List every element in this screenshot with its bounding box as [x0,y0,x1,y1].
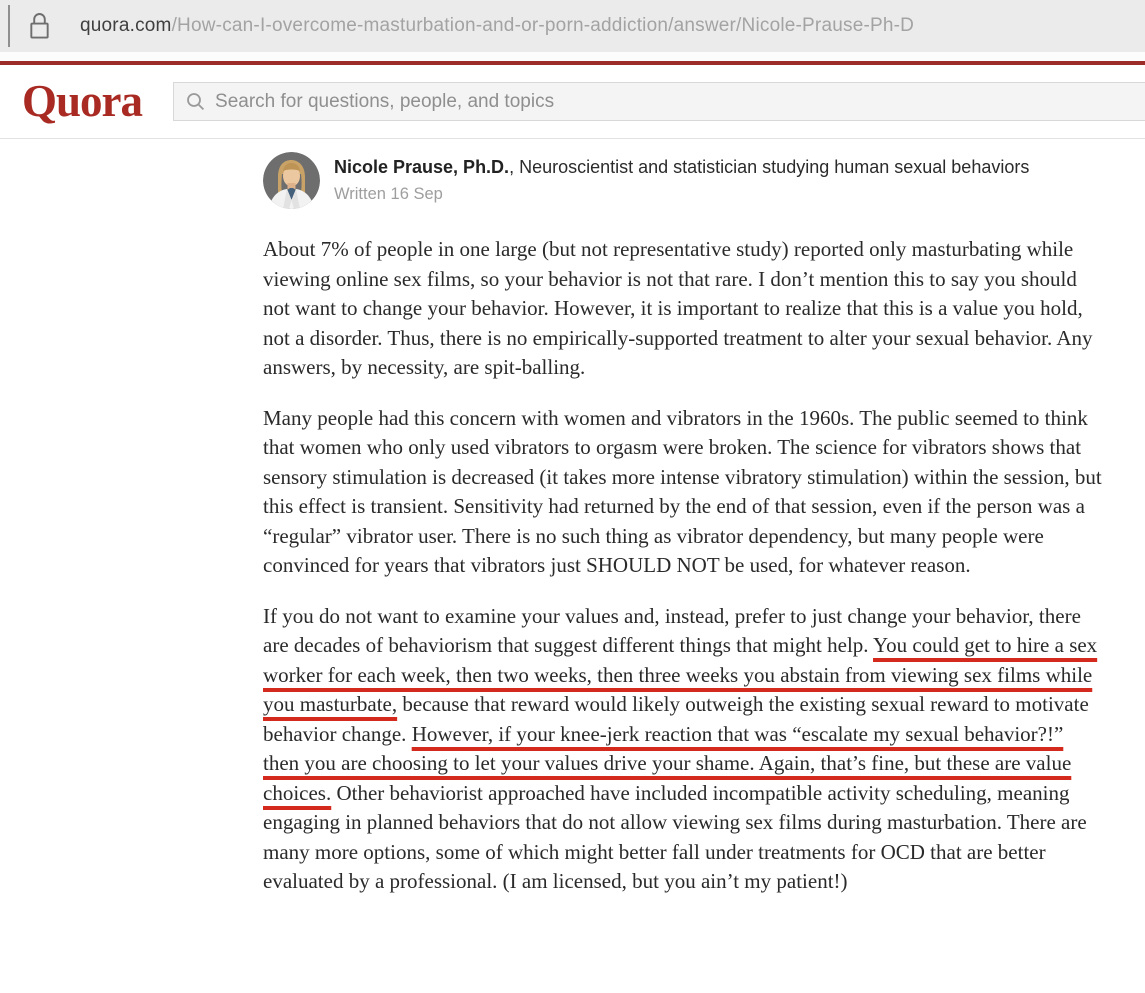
paragraph-text: About 7% of people in one large (but not representative study) reported only masturbating while viewing online sex films, so your behavior is not that rare. I don’t mention this to say you should not want to change your behavior. However, it is important to realize that this is a value you hold, not a disorder. Thus, there is no empirically-supported treatment to alter your sexual behavior. Any answers, by necessity, are spit-balling. [263,237,1093,379]
author-name-link[interactable]: Nicole Prause, Ph.D. [334,157,510,177]
search-input[interactable] [215,91,1145,113]
answer-card [263,139,1103,897]
answer-body [263,235,1103,897]
quora-logo[interactable]: Quora [22,76,143,126]
author-row [263,152,1103,209]
search-box[interactable] [173,82,1145,121]
paragraph-text: If you do not want to examine your values and, instead, prefer to just change your behavior, there are decades of behaviorism that suggest different things that might help. [263,603,1081,657]
answer-paragraph [263,602,1103,897]
page-content [0,139,1145,992]
author-line [334,153,1029,181]
answer-timestamp: Written 16 Sep [334,185,443,203]
author-credential: , Neuroscientist and statistician studying human sexual behaviors [509,157,1030,177]
search-icon [186,92,205,111]
browser-chrome-gap [0,52,1145,61]
paragraph-text: Many people had this concern with women and vibrators in the 1960s. The public seemed to think that women who only used vibrators to orgasm were broken. The science for vibrators shows that sensory stimulation is decreased (it takes more intense vibratory stimulation) within the session, but this effect is transient. Sensitivity had returned by the end of that session, even if the person was a “regular” vibrator user. There is no such thing as vibrator dependency, but many people were convinced for years that vibrators just SHOULD NOT be used, for whatever reason. [263,405,1102,577]
author-meta [334,152,1029,204]
url-path: /How-can-I-overcome-masturbation-and-or-porn-addiction/answer/Nicole-Prause-Ph-D [171,15,915,36]
paragraph-text: Other behaviorist approached have included incompatible activity scheduling, meaning engaging in planned behaviors that do not allow viewing sex films during masturbation. There are many more options, some of which might better fall under treatments for OCD that are better evaluated by a professional. (I am licensed, but you ain’t my patient!) [263,780,1087,893]
red-underline-annotation: However, if your knee-jerk reaction that was “escalate my sexual behavior?!” then you are choosing to let your values drive your shame. Again, that’s fine, but these are value choices. [263,721,1072,805]
author-avatar[interactable] [263,152,320,209]
quora-header [0,65,1145,139]
answer-paragraph [263,404,1103,581]
browser-address-bar[interactable] [0,0,1145,52]
answer-paragraph [263,235,1103,383]
address-bar-separator [8,5,10,47]
lock-icon [27,10,52,42]
red-underline-annotation: You could get to hire a sex worker for each week, then two weeks, then three weeks you abstain from viewing sex films while you masturbate, [263,633,1098,716]
paragraph-text: because that reward would likely outweigh the existing sexual reward to motivate behavior change. [263,692,1089,746]
url-host: quora.com [80,15,172,36]
page-url[interactable] [80,15,914,37]
